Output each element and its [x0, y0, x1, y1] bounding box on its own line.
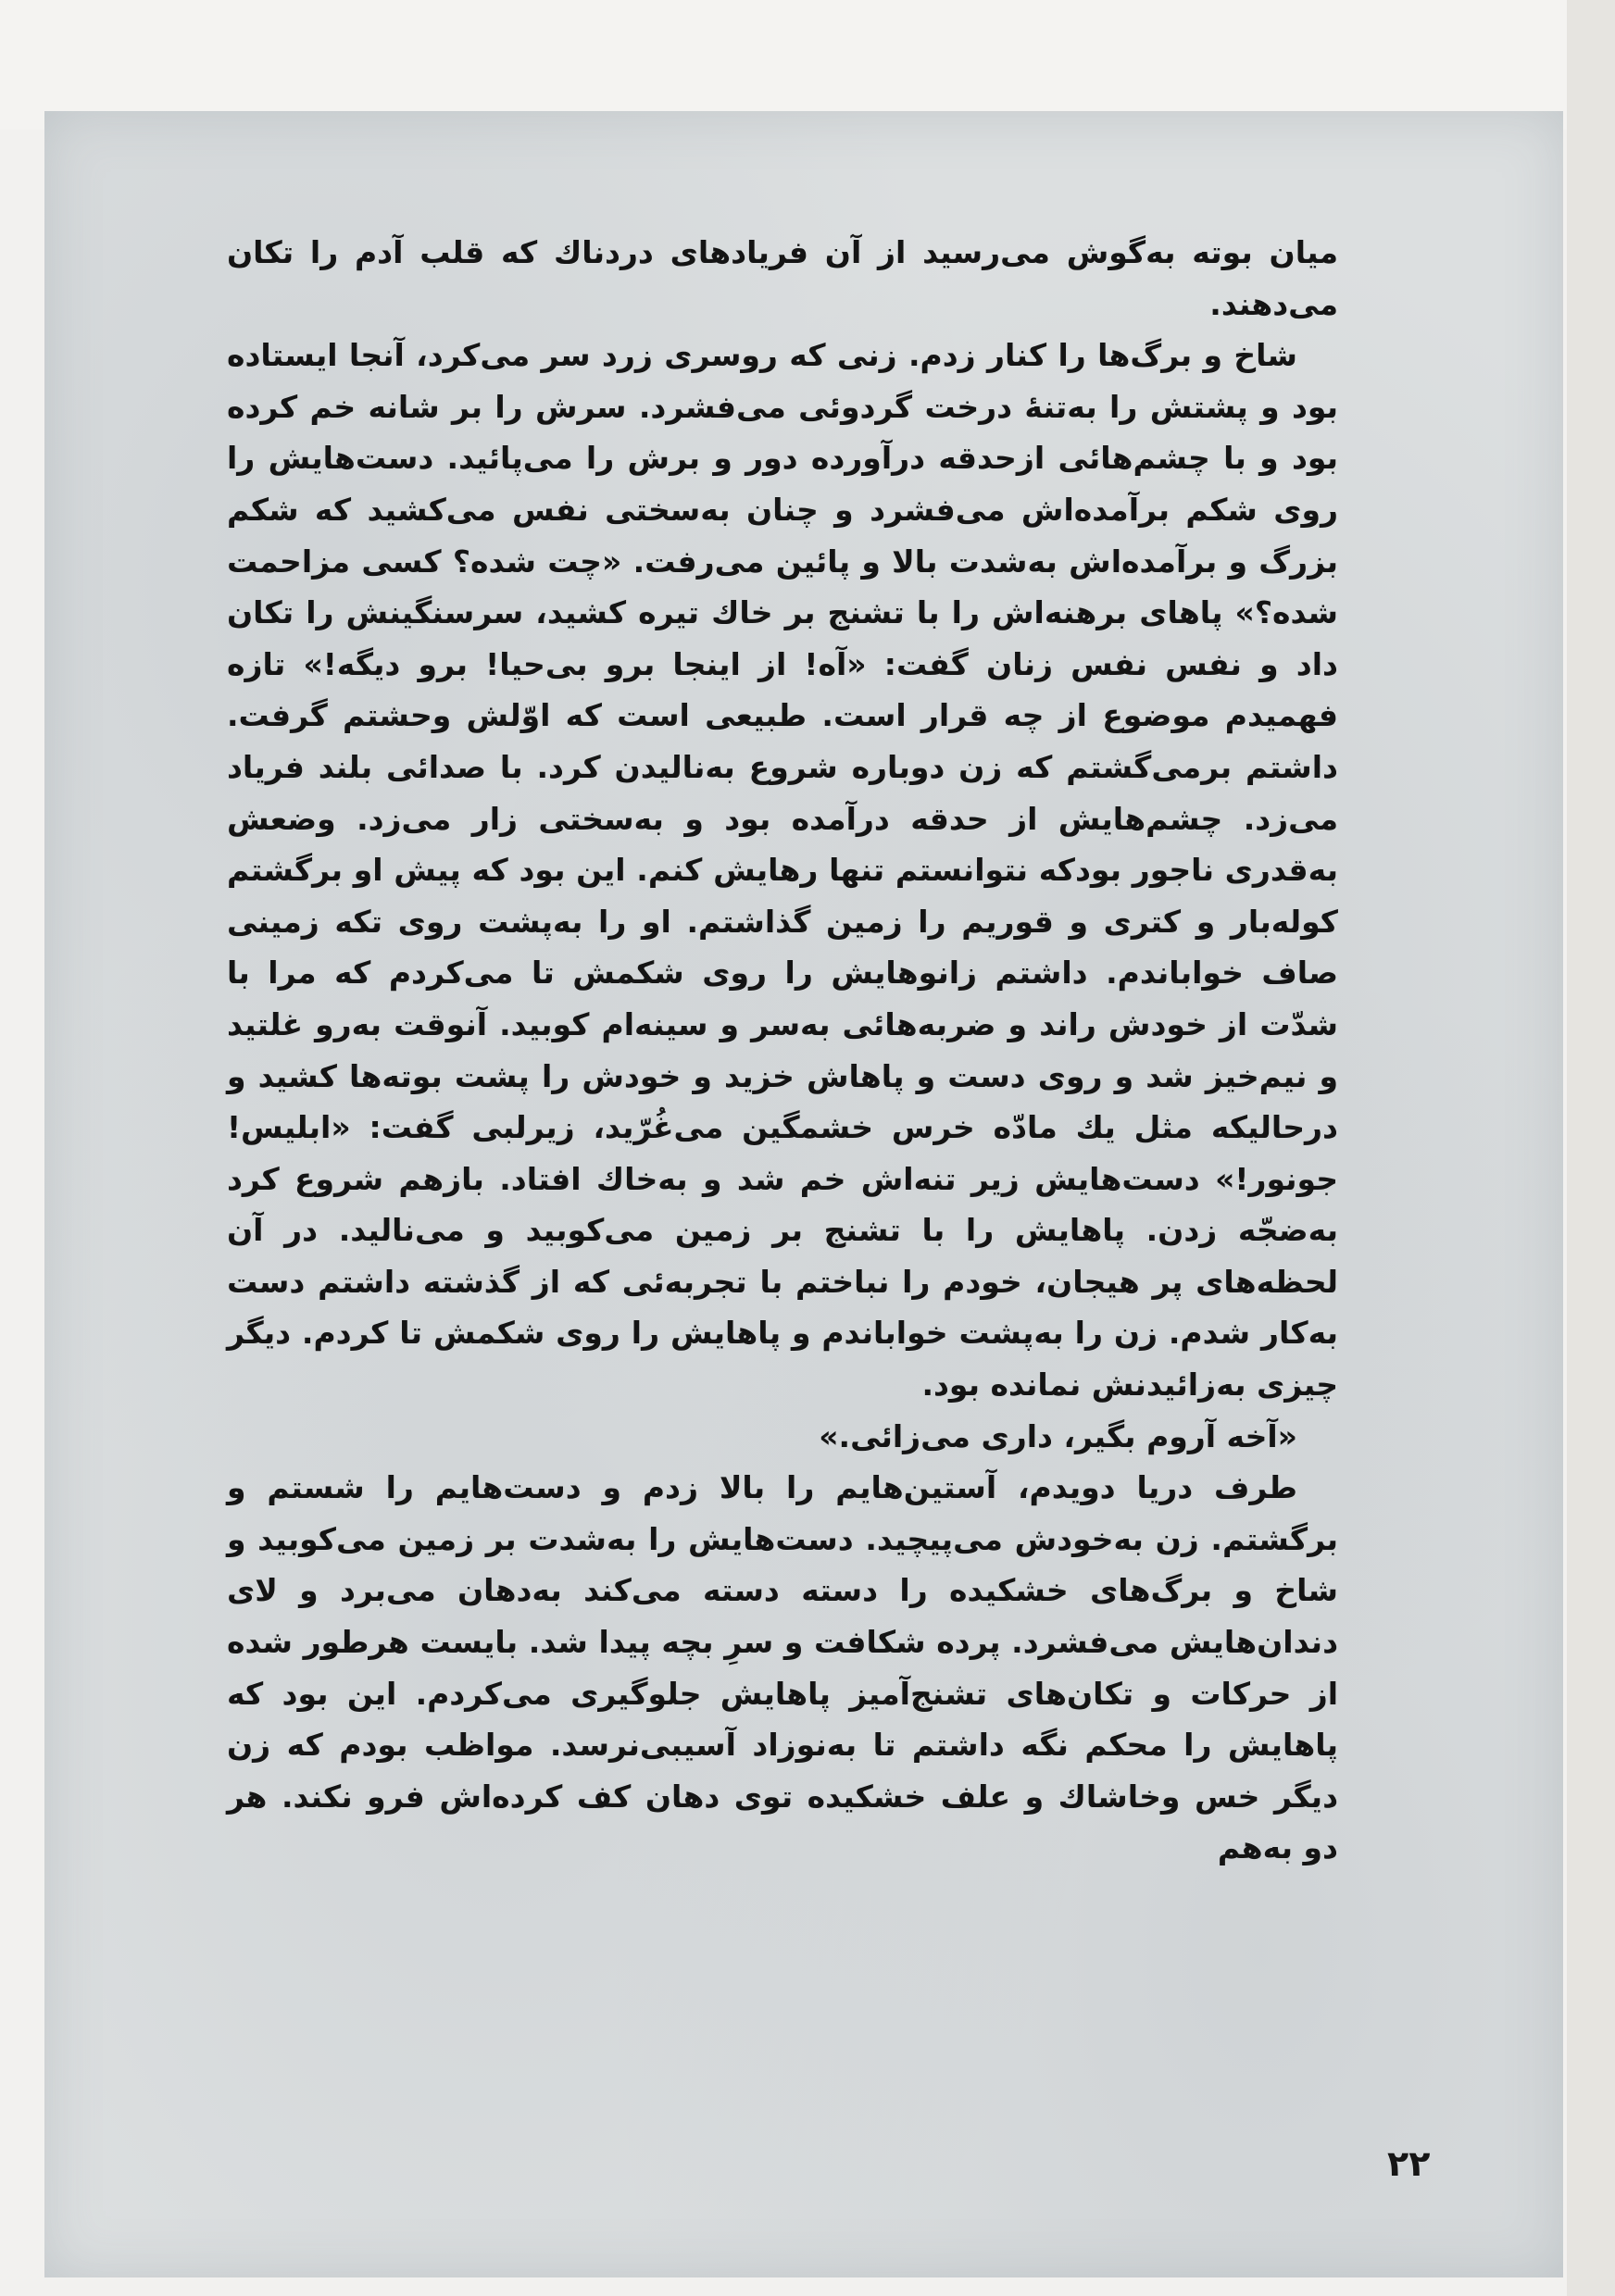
paragraph-2: شاخ و برگ‌ها را کنار زدم. زنی که روسری زرد سر می‌کرد، آنجا ایستاده بود و پشتش را به‌تنهٔ درخت گردوئی می‌فشرد. سرش را بر شانه خم کرده بود و با چشم‌هائی ازحدقه درآورده دور و برش را می‌پائید. دست‌هایش را روی شکم برآمده‌اش می‌فشرد و چنان به‌سختی نفس می‌کشید که شکم بزرگ و برآمده‌اش به‌شدت بالا و پائین می‌رفت. «چت شده؟ کسی مزاحمت شده؟» پاهای برهنه‌اش را با تشنج بر خاك تیره کشید، سرسنگینش را تکان داد و نفس نفس زنان گفت: «آه! از اینجا برو بی‌حیا! برو دیگه!» تازه فهمیدم موضوع از چه قرار است. طبیعی است که اوّلش وحشتم گرفت. داشتم برمی‌گشتم که زن دوباره شروع به‌نالیدن کرد. با صدائی بلند فریاد می‌زد. چشم‌هایش از حدقه درآمده بود و به‌سختی زار می‌زد. وضعش به‌قدری ناجور بودکه نتوانستم تنها رهایش کنم. این بود که پیش او برگشتم کوله‌بار و کتری و قوریم را زمین گذاشتم. او را به‌پشت روی تکه زمینی صاف خواباندم. داشتم زانوهایش را روی شکمش تا می‌کردم که مرا با شدّت از خودش راند و ضربه‌هائی به‌سر و سینه‌ام کوبید. آنوقت به‌رو غلتید و نیم‌خیز شد و روی دست و پاهاش خزید و خودش را پشت بوته‌ها کشید و درحالیکه مثل یك مادّه خرس خشمگین می‌غُرّید، زیرلبی گفت: «ابلیس! جونور!» دست‌هایش زیر تنه‌اش خم شد و به‌خاك افتاد. بازهم شروع کرد به‌ضجّه زدن. پاهایش را با تشنج بر زمین می‌کوبید و می‌نالید. در آن لحظه‌های پر هیجان، خودم را نباختم با تجربه‌ئی که از گذشته داشتم دست به‌کار شدم. زن را به‌پشت خواباندم و پاهایش را روی شکمش تا کردم. دیگر چیزی به‌زائیدنش نمانده بود.	[227, 337, 1338, 1404]
paragraph-4: طرف دریا دویدم، آستین‌هایم را بالا زدم و دست‌هایم را شستم و برگشتم. زن به‌خودش می‌پیچید. دست‌هایش را به‌شدت بر زمین می‌کوبید و شاخ و برگ‌های خشکیده را دسته دسته می‌کند به‌دهان می‌برد و لای دندان‌هایش می‌فشرد. پرده شکافت و سرِ بچه پیدا شد. بایست هرطور شده از حرکات و تکان‌های تشنج‌آمیز پاهایش جلوگیری می‌کردم. این بود که پاهایش را محکم نگه داشتم تا به‌نوزاد آسیبی‌نرسد. مواظب بودم که زن دیگر خس وخاشاك و علف خشکیده توی دهان کف کرده‌اش فرو نکند. هر دو به‌هم	[227, 1469, 1338, 1866]
paragraph-3-quote: «آخه آروم بگیر، داری می‌زائی.»	[819, 1417, 1297, 1454]
page-number: ۲۲	[1387, 2143, 1431, 2184]
scan-top-margin	[0, 0, 1615, 130]
paragraph-1: میان بوته به‌گوش می‌رسید از آن فریادهای دردناك که قلب آدم را تکان می‌دهند.	[227, 234, 1338, 322]
body-text	[227, 227, 1338, 1874]
scan-right-edge	[1567, 0, 1615, 2296]
